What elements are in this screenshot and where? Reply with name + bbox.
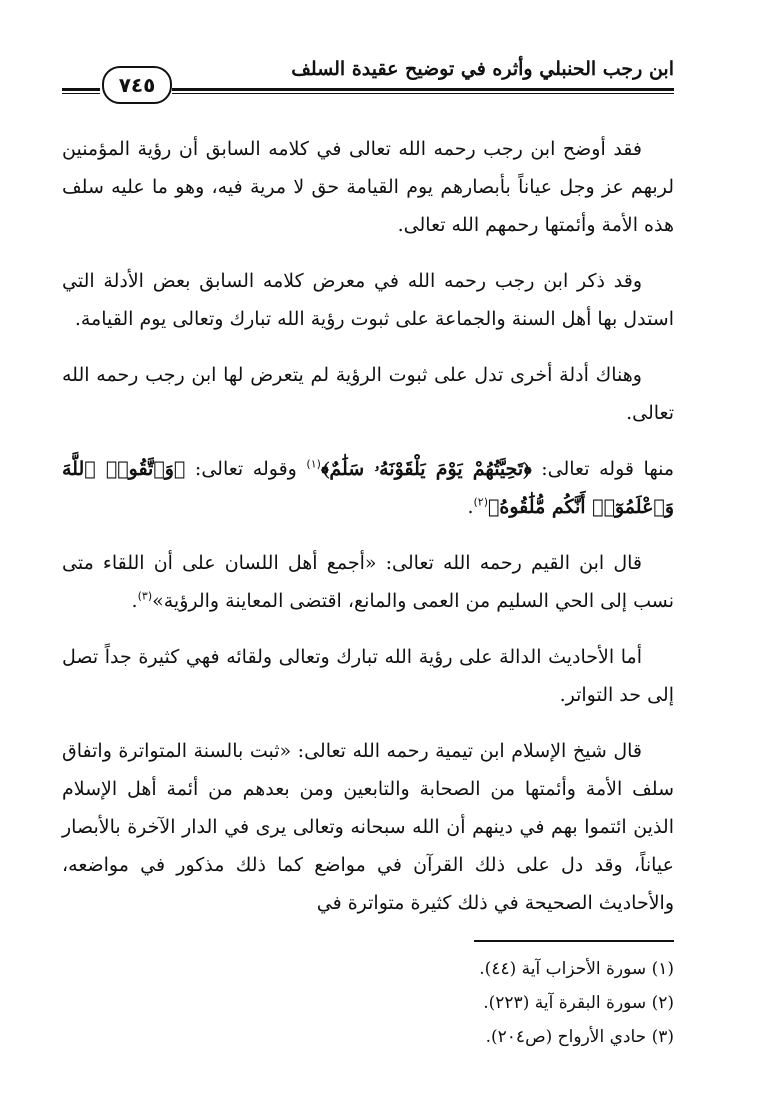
footnote-ref-1: (١) <box>306 457 321 471</box>
quran-verse-1: ﴿تَحِيَّتُهُمْ يَوْمَ يَلْقَوْنَهُۥ سَلَٰمٌ﴾ <box>320 458 532 480</box>
verse-mid: وقوله تعالى: <box>194 458 297 480</box>
footnote-3: (٣) حادي الأرواح (ص٢٠٤). <box>485 1027 674 1047</box>
footnote-2: (٢) سورة البقرة آية (٢٢٣). <box>483 993 674 1013</box>
header-rule <box>172 88 674 91</box>
quran-verse-2: ﴿وَٱتَّقُوا۟ ٱللَّهَ وَٱعْلَمُوٓا۟ أَنَّكُم مُّلَٰقُوهُ﴾ <box>62 458 674 518</box>
header-rule-left-thin <box>62 93 100 94</box>
footnote-1: (١) سورة الأحزاب آية (٤٤). <box>479 959 674 979</box>
paragraph-2: وقد ذكر ابن رجب رحمه الله في معرض كلامه السابق بعض الأدلة التي استدل بها أهل السنة والجماعة على ثبوت رؤية الله تبارك وتعالى يوم القيامة. <box>62 270 674 330</box>
paragraph-7: قال شيخ الإسلام ابن تيمية رحمه الله تعالى: «ثبت بالسنة المتواترة واتفاق سلف الأمة وأئمتها من الصحابة والتابعين ومن بعدهم من أئمة أهل الإسلام الذين ائتموا بهم في دينهم أن الله سبحانه وتعالى يرى في الدار الآخرة بالأبصار عياناً، وقد دل على ذلك القرآن في مواضع كما ذلك مذكور في مواضعه، والأحاديث الصحيحة في ذلك كثيرة متواترة في <box>62 740 674 914</box>
paragraph-3: وهناك أدلة أخرى تدل على ثبوت الرؤية لم يتعرض لها ابن رجب رحمه الله تعالى. <box>62 364 674 424</box>
paragraph-4: منها قوله تعالى: ﴿تَحِيَّتُهُمْ يَوْمَ يَلْقَوْنَهُۥ سَلَٰمٌ﴾$^{(١)}$ وقوله تعالى: ﴿وَٱتَّقُوا۟ ٱللَّهَ وَٱعْلَمُوٓا۟ أَنَّكُم مُّلَٰقُوهُ﴾$^{(٢)}$. <box>62 457 675 518</box>
paragraph-6: أما الأحاديث الدالة على رؤية الله تبارك وتعالى ولقائه فهي كثيرة جداً تصل إلى حد التواتر. <box>62 646 674 706</box>
footnotes <box>274 952 674 1054</box>
header-rule-left <box>62 88 100 91</box>
ibn-qayyim-quote: قال ابن القيم رحمه الله تعالى: «أجمع أهل اللسان على أن اللقاء متى نسب إلى الحي السليم من العمى والمانع، اقتضى المعاينة والرؤية» <box>62 552 674 612</box>
paragraph-1: فقد أوضح ابن رجب رحمه الله تعالى في كلامه السابق أن رؤية المؤمنين لربهم عز وجل عياناً بأبصارهم يوم القيامة حق لا مرية فيه، وهو ما عليه سلف هذه الأمة وأئمتها رحمهم الله تعالى. <box>62 138 674 236</box>
main-text <box>62 130 674 940</box>
page-header <box>62 52 674 102</box>
page-number: ٧٤٥ <box>102 66 172 104</box>
paragraph-5: قال ابن القيم رحمه الله تعالى: «أجمع أهل اللسان على أن اللقاء متى نسب إلى الحي السليم من العمى والمانع، اقتضى المعاينة والرؤية»$^{(٣)}$. <box>62 552 674 612</box>
header-rule-thin <box>172 93 674 94</box>
running-title: ابن رجب الحنبلي وأثره في توضيح عقيدة السلف <box>291 58 674 80</box>
footnote-ref-3: (٣) <box>137 589 153 603</box>
footnote-separator <box>474 940 674 942</box>
verse-intro: منها قوله تعالى: <box>541 458 675 480</box>
footnote-ref-2: (٢) <box>473 495 488 509</box>
